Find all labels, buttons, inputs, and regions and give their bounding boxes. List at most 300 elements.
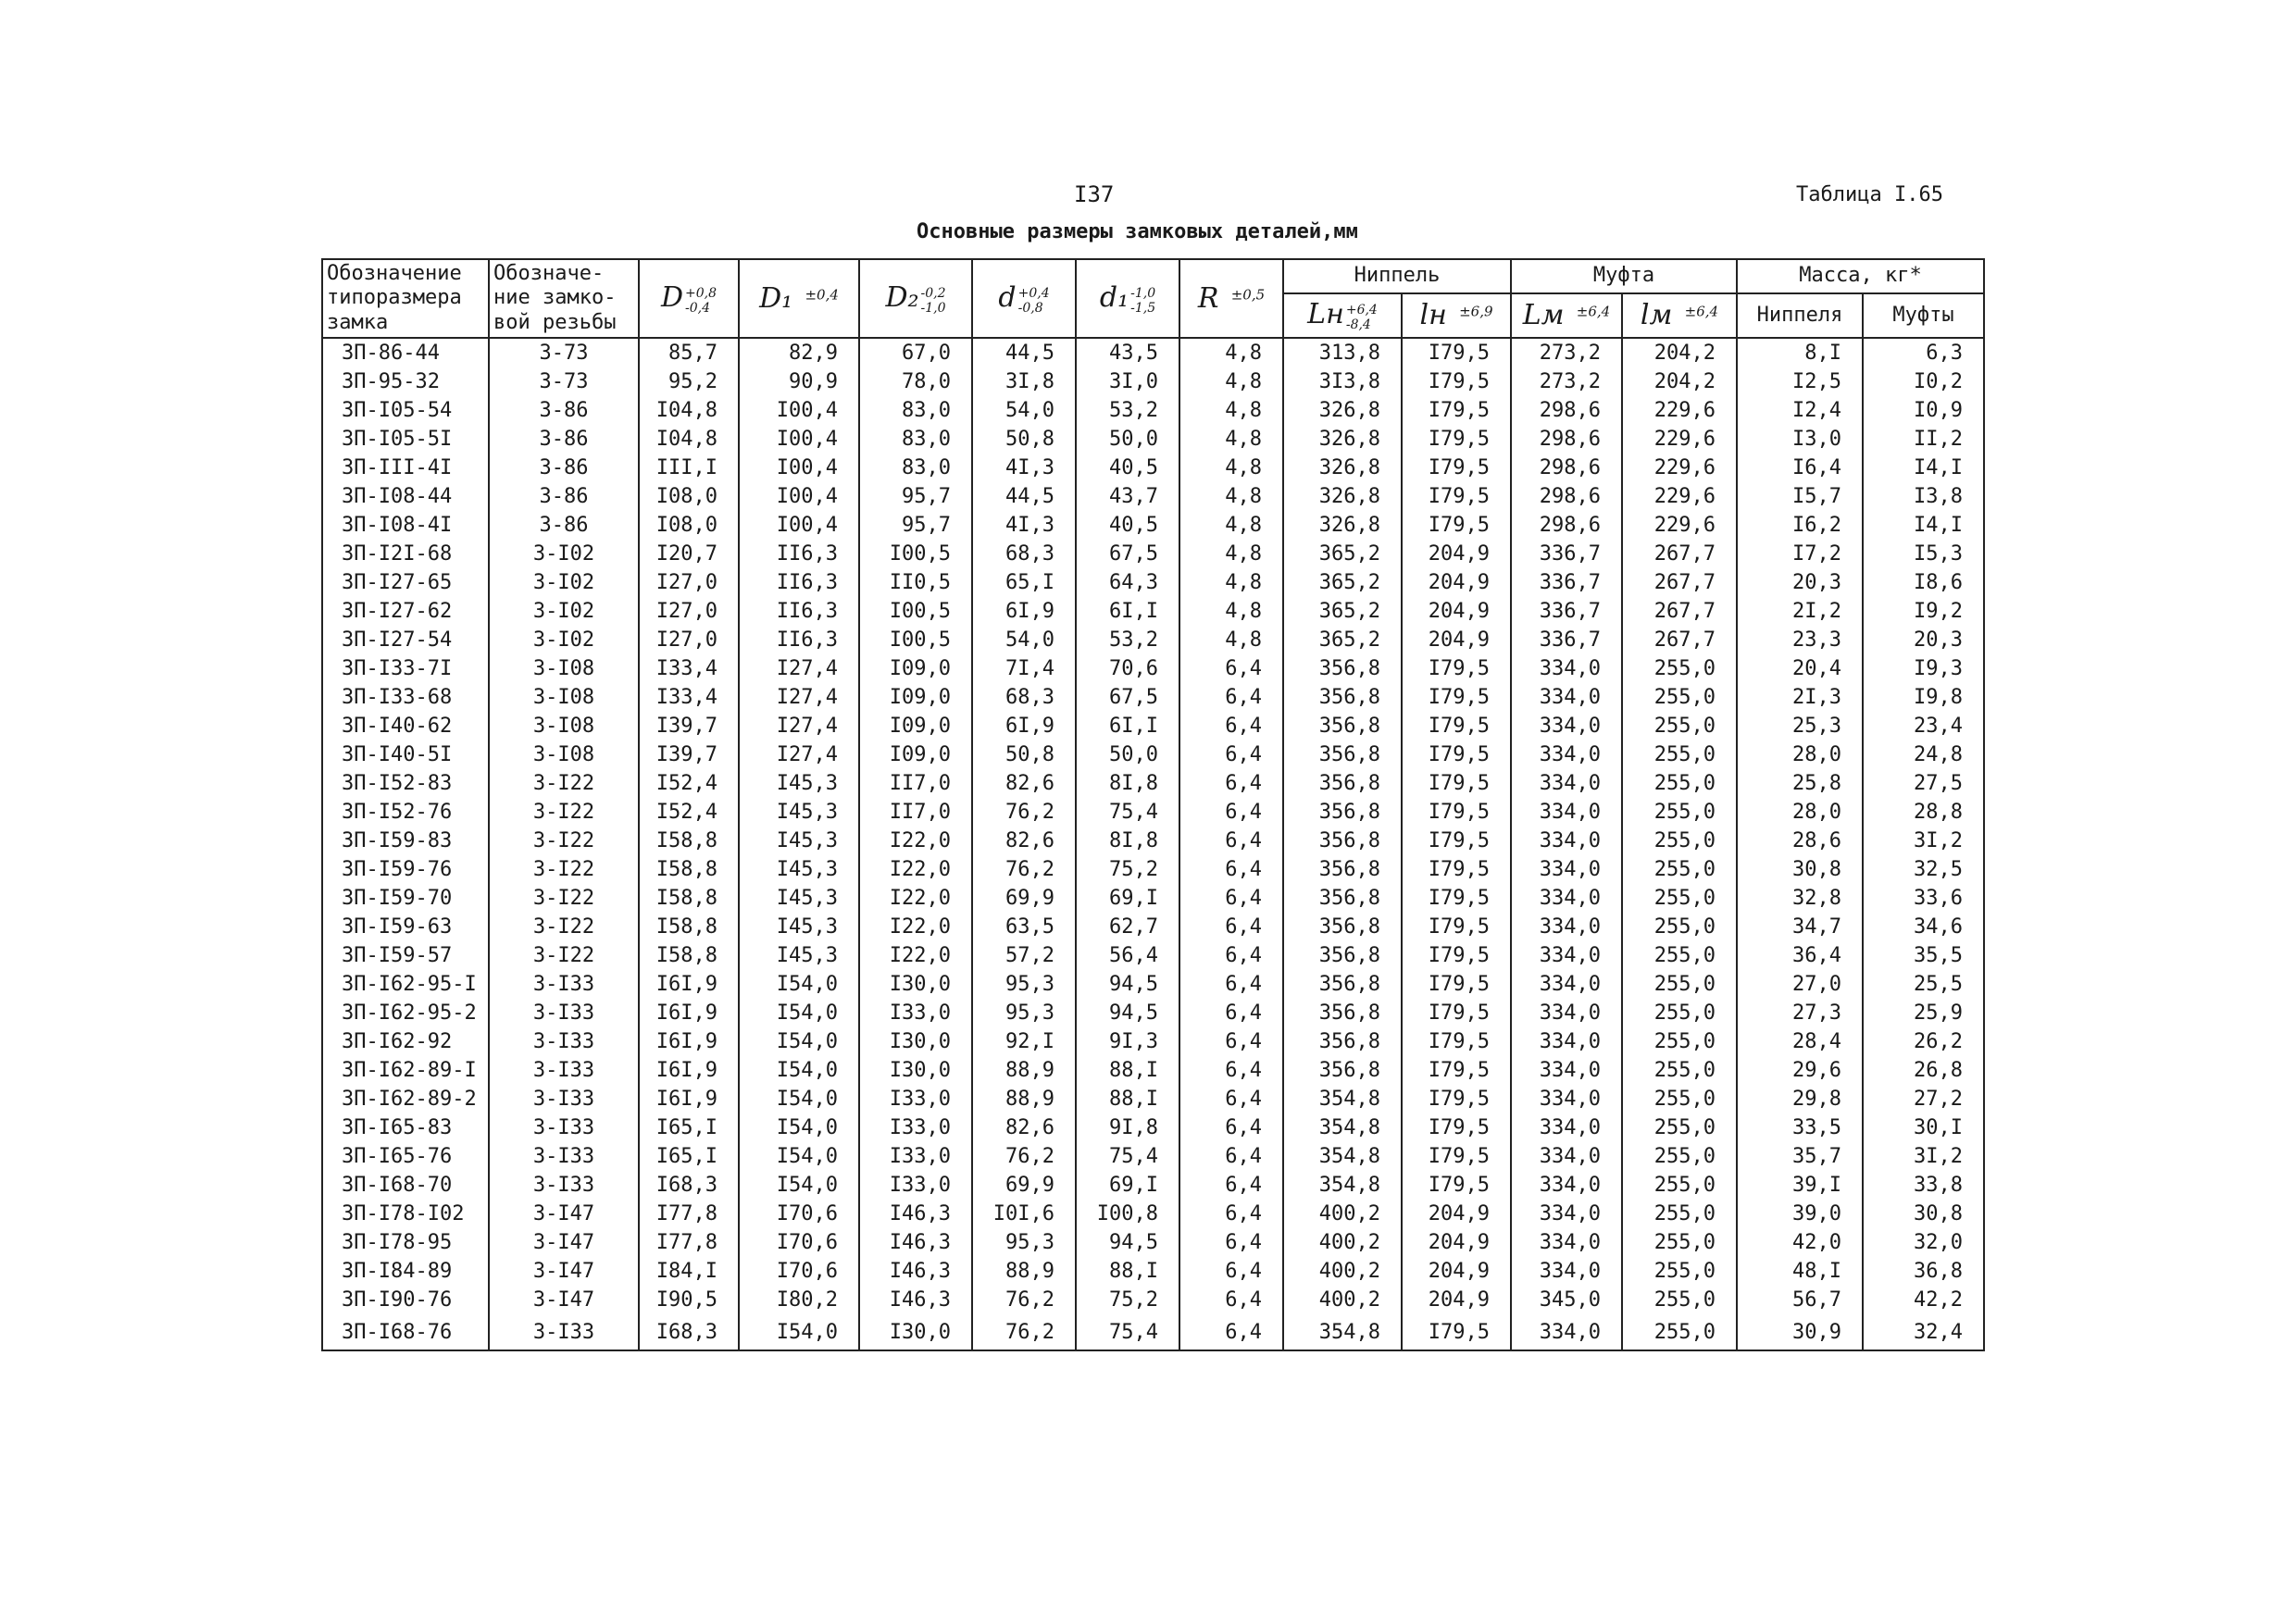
- cell-d1: 9I,3: [1076, 1027, 1179, 1056]
- cell-type-designation: ЗП-I27-62: [322, 597, 489, 626]
- cell-mass-coupling: I0,9: [1863, 396, 1984, 425]
- table-caption: Основные размеры замковых деталей,мм: [917, 220, 1358, 243]
- cell-D2: I46,3: [859, 1257, 972, 1286]
- table-row: [322, 626, 1984, 654]
- table-row: [322, 855, 1984, 884]
- cell-R: 4,8: [1179, 568, 1283, 597]
- cell-D: I39,7: [639, 740, 739, 769]
- cell-mass-nipple: I2,5: [1737, 367, 1863, 396]
- cell-d: 50,8: [972, 740, 1076, 769]
- cell-thread-designation: З-86: [489, 454, 639, 482]
- cell-type-designation: ЗП-I52-76: [322, 798, 489, 827]
- cell-D1: 90,9: [739, 367, 859, 396]
- cell-coupling-L: 334,0: [1511, 1027, 1622, 1056]
- cell-nipple-L: 354,8: [1283, 1142, 1402, 1171]
- cell-D: I58,8: [639, 941, 739, 970]
- cell-nipple-l: I79,5: [1402, 1142, 1511, 1171]
- cell-d1: 40,5: [1076, 454, 1179, 482]
- cell-R: 6,4: [1179, 683, 1283, 712]
- header-Ln-lower: -8,4: [1345, 317, 1371, 333]
- cell-thread-designation: З-86: [489, 396, 639, 425]
- cell-type-designation: ЗП-I05-5I: [322, 425, 489, 454]
- cell-d1: 75,2: [1076, 855, 1179, 884]
- cell-d1: 94,5: [1076, 999, 1179, 1027]
- cell-thread-designation: З-I33: [489, 1113, 639, 1142]
- header-d1-upper: -1,0: [1130, 285, 1156, 301]
- cell-thread-designation: З-I33: [489, 1171, 639, 1200]
- cell-D2: I30,0: [859, 1027, 972, 1056]
- cell-d: 57,2: [972, 941, 1076, 970]
- cell-nipple-l: I79,5: [1402, 367, 1511, 396]
- cell-nipple-l: I79,5: [1402, 1171, 1511, 1200]
- cell-R: 4,8: [1179, 425, 1283, 454]
- cell-D: I6I,9: [639, 999, 739, 1027]
- cell-D2: I22,0: [859, 827, 972, 855]
- cell-mass-nipple: I3,0: [1737, 425, 1863, 454]
- cell-d1: 88,I: [1076, 1056, 1179, 1085]
- cell-coupling-l: 255,0: [1622, 1027, 1737, 1056]
- cell-D2: 83,0: [859, 454, 972, 482]
- table-row: [322, 425, 1984, 454]
- cell-nipple-l: I79,5: [1402, 482, 1511, 511]
- cell-mass-coupling: 26,8: [1863, 1056, 1984, 1085]
- cell-nipple-L: 356,8: [1283, 712, 1402, 740]
- cell-mass-nipple: 30,9: [1737, 1314, 1863, 1350]
- cell-mass-coupling: 34,6: [1863, 913, 1984, 941]
- table-row: [322, 396, 1984, 425]
- header-ln-symbol: lн: [1419, 298, 1447, 331]
- cell-type-designation: ЗП-I27-54: [322, 626, 489, 654]
- cell-D1: I27,4: [739, 740, 859, 769]
- header-mass-coupling: Муфты: [1863, 293, 1984, 339]
- cell-D2: I46,3: [859, 1200, 972, 1228]
- cell-mass-coupling: I9,8: [1863, 683, 1984, 712]
- cell-mass-nipple: 20,4: [1737, 654, 1863, 683]
- cell-R: 4,8: [1179, 367, 1283, 396]
- cell-type-designation: ЗП-I62-92: [322, 1027, 489, 1056]
- cell-mass-coupling: 26,2: [1863, 1027, 1984, 1056]
- cell-nipple-L: 356,8: [1283, 654, 1402, 683]
- cell-nipple-L: 356,8: [1283, 913, 1402, 941]
- cell-R: 6,4: [1179, 769, 1283, 798]
- table-row: [322, 597, 1984, 626]
- header-lm: [1622, 293, 1737, 339]
- cell-nipple-l: I79,5: [1402, 884, 1511, 913]
- cell-D1: II6,3: [739, 626, 859, 654]
- table-row: [322, 913, 1984, 941]
- cell-D: I68,3: [639, 1171, 739, 1200]
- cell-D: I77,8: [639, 1228, 739, 1257]
- cell-d: 82,6: [972, 827, 1076, 855]
- cell-mass-nipple: I6,4: [1737, 454, 1863, 482]
- cell-nipple-l: I79,5: [1402, 712, 1511, 740]
- cell-mass-nipple: 25,8: [1737, 769, 1863, 798]
- cell-d: 4I,3: [972, 454, 1076, 482]
- cell-d1: 94,5: [1076, 1228, 1179, 1257]
- cell-mass-coupling: 33,8: [1863, 1171, 1984, 1200]
- cell-coupling-l: 255,0: [1622, 654, 1737, 683]
- cell-d: 88,9: [972, 1257, 1076, 1286]
- cell-nipple-l: 204,9: [1402, 1200, 1511, 1228]
- page-number: I37: [1074, 181, 1115, 207]
- cell-R: 6,4: [1179, 1113, 1283, 1142]
- cell-nipple-l: I79,5: [1402, 654, 1511, 683]
- table-row: [322, 367, 1984, 396]
- cell-D: I39,7: [639, 712, 739, 740]
- cell-D1: I54,0: [739, 1142, 859, 1171]
- table-row: [322, 798, 1984, 827]
- cell-nipple-l: I79,5: [1402, 1056, 1511, 1085]
- cell-coupling-L: 334,0: [1511, 712, 1622, 740]
- cell-D2: I33,0: [859, 999, 972, 1027]
- cell-nipple-L: 365,2: [1283, 626, 1402, 654]
- cell-coupling-L: 334,0: [1511, 999, 1622, 1027]
- header-R: [1179, 259, 1283, 338]
- table-row: [322, 338, 1984, 367]
- cell-coupling-L: 334,0: [1511, 884, 1622, 913]
- cell-thread-designation: З-I02: [489, 540, 639, 568]
- cell-R: 6,4: [1179, 1085, 1283, 1113]
- cell-mass-nipple: 32,8: [1737, 884, 1863, 913]
- cell-D2: 83,0: [859, 425, 972, 454]
- cell-mass-nipple: 28,0: [1737, 740, 1863, 769]
- cell-d: 54,0: [972, 626, 1076, 654]
- cell-D1: I54,0: [739, 1314, 859, 1350]
- cell-D1: I54,0: [739, 1056, 859, 1085]
- cell-thread-designation: З-I22: [489, 827, 639, 855]
- header-D: [639, 259, 739, 338]
- cell-coupling-L: 334,0: [1511, 1314, 1622, 1350]
- table-row: [322, 941, 1984, 970]
- table-row: [322, 827, 1984, 855]
- cell-type-designation: ЗП-I40-5I: [322, 740, 489, 769]
- cell-nipple-L: 356,8: [1283, 827, 1402, 855]
- cell-d: 4I,3: [972, 511, 1076, 540]
- table-id: Таблица I.65: [1796, 183, 1943, 206]
- header-Lm: [1511, 293, 1622, 339]
- cell-coupling-l: 267,7: [1622, 597, 1737, 626]
- cell-type-designation: ЗП-I33-7I: [322, 654, 489, 683]
- header-Ln-symbol: Lн: [1307, 298, 1344, 331]
- cell-mass-nipple: 33,5: [1737, 1113, 1863, 1142]
- cell-R: 4,8: [1179, 597, 1283, 626]
- cell-coupling-L: 334,0: [1511, 1085, 1622, 1113]
- cell-R: 6,4: [1179, 1200, 1283, 1228]
- cell-D: I58,8: [639, 855, 739, 884]
- cell-D: I68,3: [639, 1314, 739, 1350]
- cell-D1: I54,0: [739, 1027, 859, 1056]
- cell-mass-nipple: 29,6: [1737, 1056, 1863, 1085]
- cell-mass-nipple: 8,I: [1737, 338, 1863, 367]
- cell-mass-coupling: I3,8: [1863, 482, 1984, 511]
- cell-mass-coupling: I0,2: [1863, 367, 1984, 396]
- cell-R: 6,4: [1179, 1286, 1283, 1314]
- cell-coupling-l: 229,6: [1622, 482, 1737, 511]
- cell-d: 95,3: [972, 999, 1076, 1027]
- cell-coupling-l: 267,7: [1622, 568, 1737, 597]
- cell-nipple-L: 400,2: [1283, 1228, 1402, 1257]
- cell-mass-nipple: 27,0: [1737, 970, 1863, 999]
- cell-D: I27,0: [639, 568, 739, 597]
- cell-d: 6I,9: [972, 597, 1076, 626]
- cell-d1: 8I,8: [1076, 769, 1179, 798]
- cell-D2: I09,0: [859, 740, 972, 769]
- cell-type-designation: ЗП-I62-95-I: [322, 970, 489, 999]
- cell-d: 69,9: [972, 1171, 1076, 1200]
- cell-D: I84,I: [639, 1257, 739, 1286]
- cell-R: 6,4: [1179, 999, 1283, 1027]
- cell-D2: I33,0: [859, 1085, 972, 1113]
- cell-type-designation: ЗП-I68-76: [322, 1314, 489, 1350]
- header-lm-tol: ±6,4: [1684, 303, 1719, 320]
- cell-R: 6,4: [1179, 941, 1283, 970]
- header-D-upper: +0,8: [685, 285, 718, 301]
- cell-R: 6,4: [1179, 1142, 1283, 1171]
- cell-type-designation: ЗП-I08-4I: [322, 511, 489, 540]
- cell-D1: I45,3: [739, 855, 859, 884]
- cell-d1: 75,4: [1076, 1142, 1179, 1171]
- cell-coupling-l: 204,2: [1622, 367, 1737, 396]
- cell-nipple-l: I79,5: [1402, 827, 1511, 855]
- cell-type-designation: ЗП-I78-I02: [322, 1200, 489, 1228]
- cell-d1: 50,0: [1076, 425, 1179, 454]
- cell-thread-designation: З-I47: [489, 1257, 639, 1286]
- cell-coupling-l: 255,0: [1622, 941, 1737, 970]
- cell-mass-nipple: I5,7: [1737, 482, 1863, 511]
- cell-D2: I22,0: [859, 941, 972, 970]
- cell-D1: I45,3: [739, 827, 859, 855]
- cell-mass-coupling: 25,9: [1863, 999, 1984, 1027]
- table-row: [322, 1056, 1984, 1085]
- cell-coupling-l: 255,0: [1622, 1085, 1737, 1113]
- cell-coupling-L: 334,0: [1511, 1228, 1622, 1257]
- cell-d1: 67,5: [1076, 540, 1179, 568]
- cell-mass-nipple: 2I,3: [1737, 683, 1863, 712]
- cell-D2: I46,3: [859, 1286, 972, 1314]
- cell-R: 6,4: [1179, 913, 1283, 941]
- cell-d: 76,2: [972, 855, 1076, 884]
- cell-coupling-L: 334,0: [1511, 970, 1622, 999]
- cell-type-designation: ЗП-I84-89: [322, 1257, 489, 1286]
- cell-D: I52,4: [639, 769, 739, 798]
- cell-coupling-l: 229,6: [1622, 425, 1737, 454]
- cell-R: 6,4: [1179, 855, 1283, 884]
- cell-nipple-L: 356,8: [1283, 855, 1402, 884]
- cell-D1: I80,2: [739, 1286, 859, 1314]
- cell-thread-designation: З-I33: [489, 1027, 639, 1056]
- cell-nipple-l: I79,5: [1402, 1314, 1511, 1350]
- cell-nipple-l: 204,9: [1402, 1257, 1511, 1286]
- table-row: [322, 540, 1984, 568]
- cell-mass-coupling: I4,I: [1863, 454, 1984, 482]
- cell-nipple-l: 204,9: [1402, 1228, 1511, 1257]
- cell-R: 4,8: [1179, 482, 1283, 511]
- cell-thread-designation: З-I22: [489, 798, 639, 827]
- cell-coupling-l: 255,0: [1622, 712, 1737, 740]
- header-mass-nipple: Ниппеля: [1737, 293, 1863, 339]
- cell-coupling-L: 334,0: [1511, 654, 1622, 683]
- cell-d: 44,5: [972, 482, 1076, 511]
- cell-d1: 50,0: [1076, 740, 1179, 769]
- cell-coupling-l: 267,7: [1622, 626, 1737, 654]
- cell-d1: I00,8: [1076, 1200, 1179, 1228]
- cell-coupling-L: 334,0: [1511, 1171, 1622, 1200]
- cell-coupling-L: 334,0: [1511, 855, 1622, 884]
- table-row: [322, 1286, 1984, 1314]
- cell-thread-designation: З-86: [489, 511, 639, 540]
- cell-mass-coupling: I4,I: [1863, 511, 1984, 540]
- cell-coupling-L: 334,0: [1511, 1257, 1622, 1286]
- cell-R: 6,4: [1179, 827, 1283, 855]
- cell-d: 63,5: [972, 913, 1076, 941]
- cell-mass-coupling: 23,4: [1863, 712, 1984, 740]
- cell-coupling-L: 334,0: [1511, 1113, 1622, 1142]
- cell-nipple-L: 365,2: [1283, 568, 1402, 597]
- cell-D: I58,8: [639, 884, 739, 913]
- cell-mass-coupling: 25,5: [1863, 970, 1984, 999]
- cell-D: I04,8: [639, 425, 739, 454]
- cell-D1: I45,3: [739, 913, 859, 941]
- header-ln: [1402, 293, 1511, 339]
- cell-d1: 67,5: [1076, 683, 1179, 712]
- cell-d1: 62,7: [1076, 913, 1179, 941]
- cell-type-designation: ЗП-I27-65: [322, 568, 489, 597]
- cell-R: 6,4: [1179, 654, 1283, 683]
- cell-coupling-l: 255,0: [1622, 1286, 1737, 1314]
- table-row: [322, 654, 1984, 683]
- cell-type-designation: ЗП-95-32: [322, 367, 489, 396]
- cell-D2: II7,0: [859, 769, 972, 798]
- cell-D: I27,0: [639, 597, 739, 626]
- cell-D: I58,8: [639, 827, 739, 855]
- cell-D: I90,5: [639, 1286, 739, 1314]
- cell-D: I33,4: [639, 654, 739, 683]
- cell-D2: I00,5: [859, 597, 972, 626]
- cell-mass-nipple: I7,2: [1737, 540, 1863, 568]
- cell-D2: II0,5: [859, 568, 972, 597]
- cell-type-designation: ЗП-I90-76: [322, 1286, 489, 1314]
- cell-D1: I00,4: [739, 396, 859, 425]
- cell-coupling-l: 229,6: [1622, 511, 1737, 540]
- table-row: [322, 999, 1984, 1027]
- cell-thread-designation: З-I33: [489, 1056, 639, 1085]
- cell-d: 54,0: [972, 396, 1076, 425]
- cell-mass-coupling: I5,3: [1863, 540, 1984, 568]
- cell-d1: 75,4: [1076, 1314, 1179, 1350]
- cell-mass-coupling: 24,8: [1863, 740, 1984, 769]
- cell-nipple-l: 204,9: [1402, 597, 1511, 626]
- cell-D: I6I,9: [639, 1056, 739, 1085]
- cell-type-designation: ЗП-I33-68: [322, 683, 489, 712]
- cell-nipple-l: I79,5: [1402, 769, 1511, 798]
- cell-nipple-L: 356,8: [1283, 740, 1402, 769]
- cell-D: I04,8: [639, 396, 739, 425]
- cell-nipple-l: 204,9: [1402, 540, 1511, 568]
- cell-nipple-L: 326,8: [1283, 454, 1402, 482]
- cell-R: 6,4: [1179, 884, 1283, 913]
- table-row: [322, 1027, 1984, 1056]
- header-Ln: [1283, 293, 1402, 339]
- cell-mass-coupling: 6,3: [1863, 338, 1984, 367]
- cell-coupling-l: 255,0: [1622, 683, 1737, 712]
- cell-nipple-l: 204,9: [1402, 1286, 1511, 1314]
- cell-D1: I45,3: [739, 798, 859, 827]
- cell-D: I20,7: [639, 540, 739, 568]
- cell-type-designation: ЗП-86-44: [322, 338, 489, 367]
- header-D2-upper: -0,2: [920, 285, 946, 301]
- cell-D1: II6,3: [739, 540, 859, 568]
- cell-nipple-L: 326,8: [1283, 425, 1402, 454]
- cell-D2: I22,0: [859, 884, 972, 913]
- cell-coupling-L: 334,0: [1511, 1200, 1622, 1228]
- header-D1-symbol: D₁: [759, 281, 793, 315]
- cell-mass-coupling: 35,5: [1863, 941, 1984, 970]
- table-row: [322, 1200, 1984, 1228]
- cell-nipple-L: 326,8: [1283, 482, 1402, 511]
- cell-D2: I33,0: [859, 1113, 972, 1142]
- cell-mass-coupling: 20,3: [1863, 626, 1984, 654]
- cell-d: 92,I: [972, 1027, 1076, 1056]
- cell-nipple-l: I79,5: [1402, 396, 1511, 425]
- cell-R: 6,4: [1179, 1027, 1283, 1056]
- cell-D2: I33,0: [859, 1142, 972, 1171]
- cell-nipple-L: 356,8: [1283, 970, 1402, 999]
- cell-mass-coupling: 33,6: [1863, 884, 1984, 913]
- header-d-upper: +0,4: [1017, 285, 1050, 301]
- cell-R: 6,4: [1179, 1257, 1283, 1286]
- cell-mass-coupling: 42,2: [1863, 1286, 1984, 1314]
- cell-d: 76,2: [972, 1142, 1076, 1171]
- cell-nipple-l: I79,5: [1402, 1113, 1511, 1142]
- cell-thread-designation: З-I22: [489, 884, 639, 913]
- cell-D1: I27,4: [739, 654, 859, 683]
- cell-nipple-L: 400,2: [1283, 1257, 1402, 1286]
- cell-R: 4,8: [1179, 396, 1283, 425]
- cell-nipple-L: 356,8: [1283, 884, 1402, 913]
- cell-D: I65,I: [639, 1142, 739, 1171]
- cell-R: 4,8: [1179, 338, 1283, 367]
- cell-thread-designation: З-I08: [489, 654, 639, 683]
- cell-D1: I54,0: [739, 999, 859, 1027]
- cell-coupling-l: 255,0: [1622, 999, 1737, 1027]
- cell-mass-coupling: 3I,2: [1863, 1142, 1984, 1171]
- cell-coupling-L: 298,6: [1511, 511, 1622, 540]
- cell-mass-coupling: I8,6: [1863, 568, 1984, 597]
- cell-nipple-L: 365,2: [1283, 540, 1402, 568]
- cell-R: 6,4: [1179, 798, 1283, 827]
- cell-D1: I00,4: [739, 511, 859, 540]
- cell-thread-designation: З-I22: [489, 855, 639, 884]
- table-row: [322, 1314, 1984, 1350]
- cell-nipple-L: 356,8: [1283, 1056, 1402, 1085]
- cell-nipple-l: I79,5: [1402, 999, 1511, 1027]
- cell-D1: I70,6: [739, 1228, 859, 1257]
- cell-thread-designation: З-73: [489, 367, 639, 396]
- cell-thread-designation: З-I02: [489, 568, 639, 597]
- header-Lm-symbol: Lм: [1522, 298, 1565, 331]
- cell-coupling-l: 255,0: [1622, 884, 1737, 913]
- cell-d1: 53,2: [1076, 626, 1179, 654]
- cell-D2: I30,0: [859, 1056, 972, 1085]
- cell-nipple-L: 313,8: [1283, 338, 1402, 367]
- cell-d1: 64,3: [1076, 568, 1179, 597]
- cell-coupling-L: 334,0: [1511, 1142, 1622, 1171]
- cell-D2: I22,0: [859, 913, 972, 941]
- cell-d: 88,9: [972, 1085, 1076, 1113]
- cell-D1: I00,4: [739, 454, 859, 482]
- cell-D: I65,I: [639, 1113, 739, 1142]
- cell-type-designation: ЗП-I62-95-2: [322, 999, 489, 1027]
